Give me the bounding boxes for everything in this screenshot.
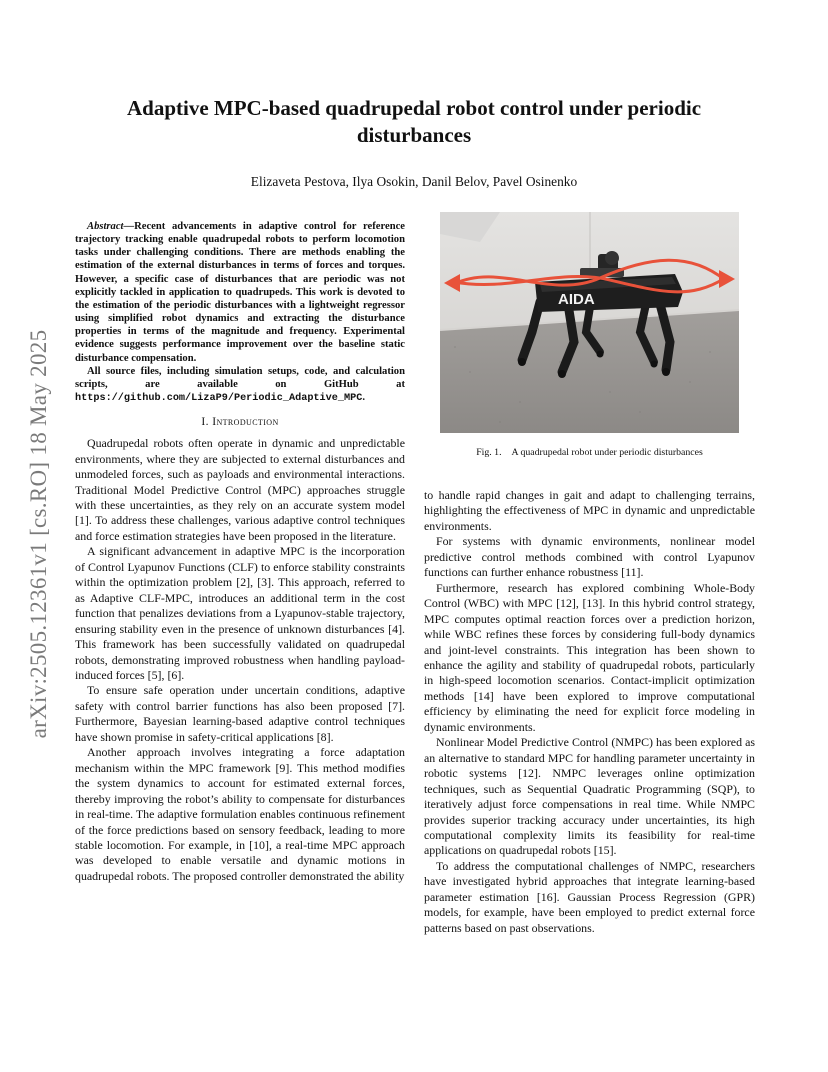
- intro-paragraph: A significant advancement in adaptive MPC is the incorporation of Control Lyapunov Functions (CLF) to enforce stability constraints within the optimization problem [2], [3]. This approach, referred to as Adaptive CLF-MPC, introduces an additional term in the cost function that penalizes deviations from a Lyapunov-stable trajectory, ensuring stability even in the presence of unknown disturbances [4]. This framework has been successfully validated on quadrupedal robots, demonstrating improved robustness when handling payload-induced forces [5], [6].: [75, 544, 405, 682]
- intro-paragraph-continued: to handle rapid changes in gait and adapt to challenging terrains, highlighting the effectiveness of MPC in dynamic and unpredictable environments.: [424, 488, 755, 533]
- abstract-text: Recent advancements in adaptive control for reference trajectory tracking enable quadrupedal robots to perform locomotion tasks under challenging conditions. There are methods enabling the estimation of the external disturbances in terms of forces and torques. However, a specific case of disturbances that are periodic was not explicitly tackled in application to quadrupeds. This work is devoted to the estimation of the periodic disturbances with a lightweight regressor using simplified robot dynamics and extracting the disturbance properties in terms of the magnitude and frequency. Experimental evidence suggests performance improvement over the baseline static disturbance compensation.: [75, 221, 405, 364]
- github-link[interactable]: https://github.com/LizaP9/Periodic_Adaptive_MPC: [75, 393, 363, 405]
- intro-paragraph: Quadrupedal robots often operate in dynamic and unpredictable environments, where they are subjected to external disturbances and unmodeled forces, such as payloads and environmental interactions. Traditional Model Predictive Control (MPC) approaches struggle with these uncertainties, as they rely on an accurate system model [1]. To address these challenges, various adaptive control techniques and force estimation strategies have been proposed in the literature.: [75, 436, 405, 543]
- intro-paragraph: Furthermore, research has explored combining Whole-Body Control (WBC) with MPC [12], [13]. In this hybrid control strategy, MPC computes optimal reaction forces over a prediction horizon, while WBC refines these forces by considering full-body dynamics and joint-level constraints. This integration has been shown to enhance the agility and stability of quadrupedal robots, particularly in high-speed locomotion scenarios. Contact-implicit optimization methods [14] have been explored to improve computational efficiency by eliminating the need for explicit force modeling in dynamic environments.: [424, 580, 755, 734]
- paper-title: Adaptive MPC-based quadrupedal robot control under periodic disturbances: [126, 96, 702, 147]
- abstract-source-note: [75, 365, 405, 405]
- intro-paragraph: For systems with dynamic environments, nonlinear model predictive control methods combined with control Lyapunov functions can further enhance robustness [11].: [424, 534, 755, 580]
- intro-paragraph: Nonlinear Model Predictive Control (NMPC) has been explored as an alternative to standard MPC for handling parameter uncertainty in robotic systems [12]. NMPC leverages online optimization techniques, such as Sequential Quadratic Programming (SQP), to iteratively adjust force compensations in real time. While NMPC provides superior tracking accuracy under uncertainties, its high computational complexity limits its feasibility for real-time applications on quadrupedal robots [15].: [424, 735, 755, 858]
- figure-caption-text: A quadrupedal robot under periodic disturbances: [511, 447, 703, 458]
- robot-logo: AIDA: [558, 291, 595, 308]
- abstract-label: Abstract: [87, 221, 124, 232]
- intro-paragraph: Another approach involves integrating a force adaptation mechanism within the MPC framework [9]. This method modifies the system dynamics to account for estimated external forces, thereby improving the robot’s ability to compensate for disturbances in real-time. The adaptive formulation enables continuous refinement of the force predictions based on sensory feedback, leading to more stable locomotion. For example, in [10], a real-time MPC approach was developed to enable versatile and dynamic motions in quadrupedal robots. The proposed controller demonstrated the ability: [75, 745, 405, 883]
- arxiv-sidebar: [28, 295, 50, 773]
- source-end: .: [362, 392, 365, 404]
- right-column: [424, 488, 755, 936]
- intro-paragraph: To ensure safe operation under uncertain conditions, adaptive safety with control barrier functions has also been proposed [7]. Furthermore, Bayesian learning-based adaptive control techniques have shown promise in safety-critical applications [8].: [75, 683, 405, 744]
- figure-caption: [424, 447, 755, 458]
- figure-robot-photo: [440, 212, 739, 433]
- abstract-dash: —: [123, 221, 135, 232]
- arxiv-identifier: arXiv:2505.12361v1 [cs.RO] 18 May 2025: [26, 329, 51, 739]
- abstract: [75, 220, 405, 365]
- paper-authors: Elizaveta Pestova, Ilya Osokin, Danil Belov, Pavel Osinenko: [250, 174, 578, 189]
- figure-label: Fig. 1.: [476, 447, 502, 458]
- left-column: [75, 220, 405, 884]
- section-heading-introduction: I. Introduction: [201, 415, 279, 429]
- robot-photo-illustration: [440, 212, 739, 433]
- source-text: All source files, including simulation setups, code, and calculation scripts, are available on GitHub at: [75, 365, 405, 390]
- intro-paragraph: To address the computational challenges of NMPC, researchers have investigated hybrid approaches that integrate learning-based parameter estimation [16]. Gaussian Process Regression (GPR) models, for example, have been employed to predict external force patterns based on past observations.: [424, 858, 755, 935]
